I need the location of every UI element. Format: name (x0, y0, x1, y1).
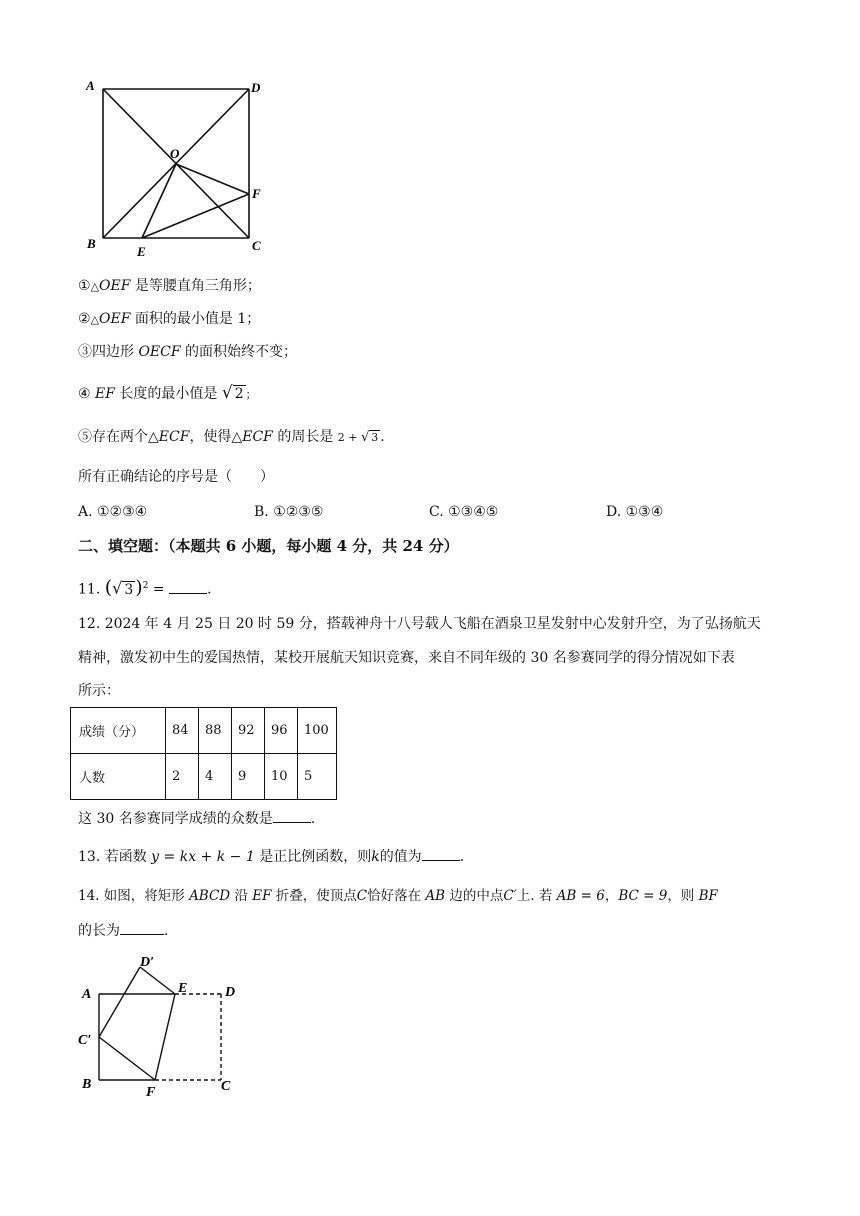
statement-1 (78, 276, 261, 297)
section-title: 二、填空题：（本题共 6 小题，每小题 4 分，共 24 分） (78, 537, 459, 555)
statement-5-math2: ECF (242, 429, 273, 445)
statement-2-num: ② (78, 311, 91, 327)
statement-3 (78, 342, 297, 362)
q14-ab: AB (425, 888, 446, 904)
q12-answer-blank[interactable] (273, 808, 311, 823)
statement-4-num: ④ (78, 386, 91, 402)
sqrt-sign: √ (361, 430, 370, 445)
q14-rect: ABCD (189, 888, 231, 904)
statement-3-text: 的面积始终不变； (185, 344, 298, 360)
statement-3-num: ③ (78, 344, 92, 360)
q11-exponent: 2 (142, 581, 149, 591)
statement-5-expr: 2 + (337, 431, 361, 444)
label-f: F (252, 186, 261, 201)
question-12-after (78, 808, 315, 829)
edge-dpe (140, 967, 175, 994)
statement-5-math: ECF (158, 429, 190, 445)
fold-figure (76, 950, 251, 1100)
label-e: E (178, 981, 188, 996)
edge-cpdp (99, 967, 140, 1037)
statement-2-text: 面积的最小值是 1； (134, 311, 261, 327)
label-c: C (252, 238, 261, 253)
label-d: D (225, 985, 236, 1000)
statement-2-math: OEF (99, 311, 131, 327)
q14-pre: 14. 如图，将矩形 (78, 888, 185, 904)
table-cell: 2 (166, 754, 199, 800)
q11-num: 11. (78, 581, 101, 598)
sqrt-sign: √ (112, 578, 123, 598)
q11-answer-blank[interactable] (169, 579, 207, 594)
option-a[interactable]: A. ①②③④ (78, 504, 148, 520)
q13-end: . (459, 849, 465, 865)
statement-5-tri2: △ (231, 429, 243, 445)
label-b: B (82, 1077, 92, 1092)
q14-t1: 沿 (234, 888, 248, 904)
statement-5-mid: ，使得 (189, 429, 232, 445)
statement-5-tri: △ (148, 429, 159, 445)
q14-c: C (356, 888, 368, 904)
table-cell: 成绩（分） (71, 708, 166, 754)
paren-open: ( (104, 576, 113, 599)
q14-t6: ，则 (667, 888, 695, 904)
q12-after-text: 这 30 名参赛同学成绩的众数是 (78, 811, 273, 827)
statement-4 (78, 383, 257, 405)
q13-pre: 13. 若函数 (78, 849, 147, 865)
option-d[interactable]: D. ①③④ (606, 504, 664, 520)
table-cell: 人数 (71, 754, 166, 800)
crease-ef (155, 994, 175, 1080)
label-b: B (87, 236, 96, 251)
option-b[interactable]: B. ①②③⑤ (254, 504, 324, 520)
statement-4-tail: ； (245, 388, 257, 401)
q14-end: . (164, 923, 169, 939)
table-row (71, 708, 337, 754)
table-cell: 84 (166, 708, 199, 754)
statement-1-text: 是等腰直角三角形； (134, 278, 261, 294)
statement-2-tri: △ (90, 313, 100, 326)
statement-5-tail: . (380, 429, 385, 445)
segment-of (176, 164, 249, 194)
label-c: C (221, 1079, 231, 1094)
q14-t2: 折叠，使顶点 (275, 888, 357, 904)
q13-expr: y = kx + k − 1 (151, 849, 255, 865)
label-d: D (251, 80, 261, 95)
q14-answer-blank[interactable] (120, 920, 164, 935)
q14-comma: ， (604, 888, 619, 904)
question-14-line1 (78, 886, 718, 906)
q11-end: . (207, 581, 212, 598)
statement-4-text: 长度的最小值是 (119, 386, 218, 402)
statement-3-math: OECF (138, 344, 181, 360)
table-cell: 96 (265, 708, 298, 754)
statement-5-text: 的周长是 (277, 429, 334, 445)
question-12-line1: 12. 2024 年 4 月 25 日 20 时 59 分，搭载神舟十八号载人飞船在酒泉卫星发射中心发射升空，为了弘扬航天 (78, 616, 761, 632)
q14-eq2: BC = 9 (618, 888, 668, 904)
table-row (71, 754, 337, 800)
statement-1-num: ① (78, 278, 91, 294)
q13-post: 的值为 (379, 849, 422, 865)
q14-t3: 恰好落在 (367, 888, 422, 904)
q14-eq1: AB = 6 (556, 888, 605, 904)
statement-5-pre: 存在两个 (92, 429, 148, 445)
table-cell: 9 (232, 754, 265, 800)
statement-4-radical: 2 (234, 386, 244, 402)
square-figure (80, 78, 280, 258)
q14-bf: BF (698, 888, 718, 904)
label-dp: D′ (140, 955, 155, 970)
q11-radical: 3 (124, 581, 134, 598)
question-12-line3: 所示： (78, 683, 120, 699)
table-cell: 100 (298, 708, 337, 754)
label-o: O (170, 146, 180, 161)
sqrt-sign: √ (221, 383, 233, 403)
table-cell: 4 (199, 754, 232, 800)
table-cell: 10 (265, 754, 298, 800)
table-cell: 88 (199, 708, 232, 754)
table-cell: 5 (298, 754, 337, 800)
edge-cpf (99, 1037, 155, 1080)
paren-close: ) (135, 576, 143, 599)
q14-ef: EF (252, 888, 272, 904)
statement-5-radical: 3 (371, 431, 379, 444)
segment-ef (142, 194, 249, 238)
label-a: A (82, 987, 92, 1002)
q14-line2: 的长为 (78, 923, 120, 939)
q12-end: . (310, 811, 316, 827)
statement-1-tri: △ (90, 280, 100, 293)
statement-2 (78, 309, 260, 330)
statement-1-math: OEF (99, 278, 131, 294)
question-14-line2 (78, 920, 168, 941)
q14-cp: C′ (503, 888, 517, 904)
label-e: E (137, 244, 146, 258)
statement-3-pre: 四边形 (92, 344, 139, 360)
statement-5 (78, 427, 385, 448)
statement-5-num: ⑤ (78, 429, 92, 445)
q14-t4: 边的中点 (449, 888, 504, 904)
label-a: A (86, 78, 95, 93)
label-f: F (146, 1085, 156, 1100)
label-cp: C′ (78, 1033, 92, 1048)
q11-equals: = (152, 581, 165, 598)
table-cell: 92 (232, 708, 265, 754)
q14-t5: 上. 若 (516, 888, 553, 904)
q13-mid: 是正比例函数，则 (259, 849, 372, 865)
question-13 (78, 846, 464, 867)
option-c[interactable]: C. ①③④⑤ (429, 504, 499, 520)
question-11 (78, 576, 212, 600)
statement-4-math: EF (95, 386, 115, 402)
q13-answer-blank[interactable] (422, 846, 460, 861)
score-table (70, 707, 337, 800)
q13-k: k (371, 849, 380, 865)
question-12-line2: 精神，激发初中生的爱国热情，某校开展航天知识竞赛，来自不同年级的 30 名参赛同学的得分情况如下表 (78, 650, 735, 666)
question-prompt: 所有正确结论的序号是（ ） (78, 469, 274, 485)
